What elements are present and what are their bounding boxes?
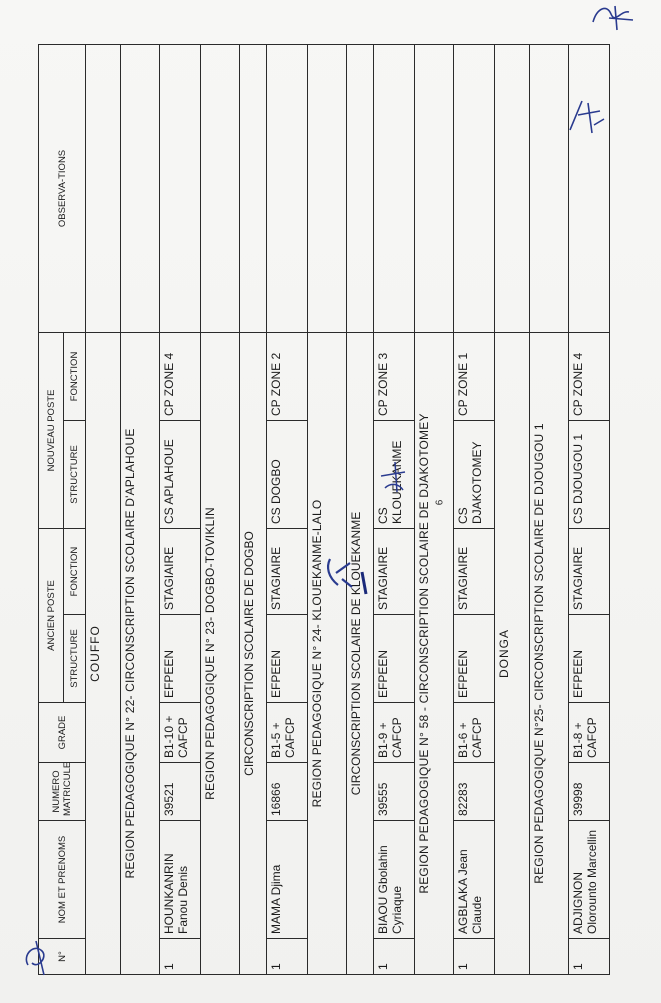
row-name: HOUNKANRIN Fanou Denis [160, 821, 201, 939]
signature-mark-middle [375, 458, 415, 498]
row-observations [454, 44, 495, 332]
department-heading: DONGA [495, 332, 530, 974]
row-matricule: 39521 [160, 763, 201, 821]
row-anc-fonction: STAGIAIRE [160, 529, 201, 615]
row-anc-fonction: STAGIAIRE [267, 529, 308, 615]
row-anc-structure: EFPEEN [267, 615, 308, 703]
row-grade: B1-9 + CAFCP [374, 703, 415, 763]
row-name: BIAOU Gbolahin Cyriaque [374, 821, 415, 939]
circonscription-heading: CIRCONSCRIPTION SCOLAIRE DE KLOUEKANME [347, 332, 374, 974]
row-matricule: 39998 [569, 763, 610, 821]
region-row [308, 44, 347, 974]
circonscription-row [347, 44, 374, 974]
col-header-anc-structure: STRUCTURE [64, 615, 86, 703]
row-nv-structure: CS DJAKOTOMEY [454, 421, 495, 529]
row-num: 1 [374, 939, 415, 975]
col-header-nv-structure: STRUCTURE [64, 421, 86, 529]
region-heading: REGION PEDAGOGIQUE N° 22- CIRCONSCRIPTION SCOLAIRE D'APLAHOUE [121, 332, 160, 974]
table-row [569, 44, 610, 974]
row-nv-fonction: CP ZONE 1 [454, 332, 495, 420]
row-matricule: 39555 [374, 763, 415, 821]
row-grade: B1-5 + CAFCP [267, 703, 308, 763]
region-row [201, 44, 240, 974]
row-num: 1 [569, 939, 610, 975]
row-nv-fonction: CP ZONE 2 [267, 332, 308, 420]
department-heading: COUFFO [86, 332, 121, 974]
row-num: 1 [454, 939, 495, 975]
row-grade: B1-8 + CAFCP [569, 703, 610, 763]
col-header-grade: GRADE [39, 703, 86, 763]
col-header-name: NOM ET PRENOMS [39, 821, 86, 939]
col-header-num: N° [39, 939, 86, 975]
row-anc-fonction: STAGIAIRE [569, 529, 610, 615]
row-nv-fonction: CP ZONE 4 [569, 332, 610, 420]
signature-mark-top [585, 0, 645, 40]
row-grade: B1-6 + CAFCP [454, 703, 495, 763]
region-heading: REGION PEDAGOGIQUE N°25- CIRCONSCRIPTION SCOLAIRE DE DJOUGOU 1 [530, 332, 569, 974]
row-nv-structure: CS KLOUEKANME [374, 421, 415, 529]
department-row [86, 44, 121, 974]
row-num: 1 [267, 939, 308, 975]
region-row [530, 44, 569, 974]
region-heading: REGION PEDAGOGIQUE N° 58 - CIRCONSCRIPTION SCOLAIRE DE DJAKOTOMEY [415, 332, 454, 974]
circonscription-heading: CIRCONSCRIPTION SCOLAIRE DE DOGBO [240, 332, 267, 974]
table-row [160, 44, 201, 974]
region-heading: REGION PEDAGOGIQUE N° 23- DOGBO-TOVIKLIN [201, 332, 240, 974]
row-name: MAMA Djima [267, 821, 308, 939]
row-observations [160, 44, 201, 332]
table-row [454, 44, 495, 974]
row-anc-fonction: STAGIAIRE [374, 529, 415, 615]
rotated-table-container [38, 45, 615, 975]
row-observations [569, 44, 610, 332]
col-header-anc-fonction: FONCTION [64, 529, 86, 615]
row-nv-structure: CS APLAHOUE [160, 421, 201, 529]
row-anc-structure: EFPEEN [454, 615, 495, 703]
row-anc-structure: EFPEEN [569, 615, 610, 703]
region-row [415, 44, 454, 974]
assignment-table [38, 44, 610, 975]
table-row [267, 44, 308, 974]
signature-mark-right [560, 95, 610, 140]
row-num: 1 [160, 939, 201, 975]
header-row-top [39, 44, 64, 974]
col-header-ancien-poste: ANCIEN POSTE [39, 529, 64, 703]
row-anc-fonction: STAGIAIRE [454, 529, 495, 615]
table-row [374, 44, 415, 974]
circonscription-row [240, 44, 267, 974]
row-nv-fonction: CP ZONE 3 [374, 332, 415, 420]
row-observations [374, 44, 415, 332]
region-row [121, 44, 160, 974]
page-number: 6 [434, 499, 446, 506]
col-header-nouveau-poste: NOUVEAU POSTE [39, 332, 64, 528]
row-observations [267, 44, 308, 332]
row-nv-fonction: CP ZONE 4 [160, 332, 201, 420]
row-anc-structure: EFPEEN [374, 615, 415, 703]
signature-mark-bottom [18, 935, 58, 980]
row-matricule: 82283 [454, 763, 495, 821]
row-nv-structure: CS DOGBO [267, 421, 308, 529]
signature-mark-stroke [352, 568, 374, 598]
region-heading: REGION PEDAGOGIQUE N° 24- KLOUEKANME-LALO [308, 332, 347, 974]
col-header-matricule: NUMERO MATRICULE [39, 763, 86, 821]
row-name: AGBLAKA Jean Claude [454, 821, 495, 939]
row-nv-structure: CS DJOUGOU 1 [569, 421, 610, 529]
row-anc-structure: EFPEEN [160, 615, 201, 703]
department-row [495, 44, 530, 974]
row-matricule: 16866 [267, 763, 308, 821]
row-grade: B1-10 + CAFCP [160, 703, 201, 763]
col-header-observations: OBSERVA-TIONS [39, 44, 86, 332]
row-name: ADJIGNON Olorounto Marcellin [569, 821, 610, 939]
col-header-nv-fonction: FONCTION [64, 332, 86, 420]
